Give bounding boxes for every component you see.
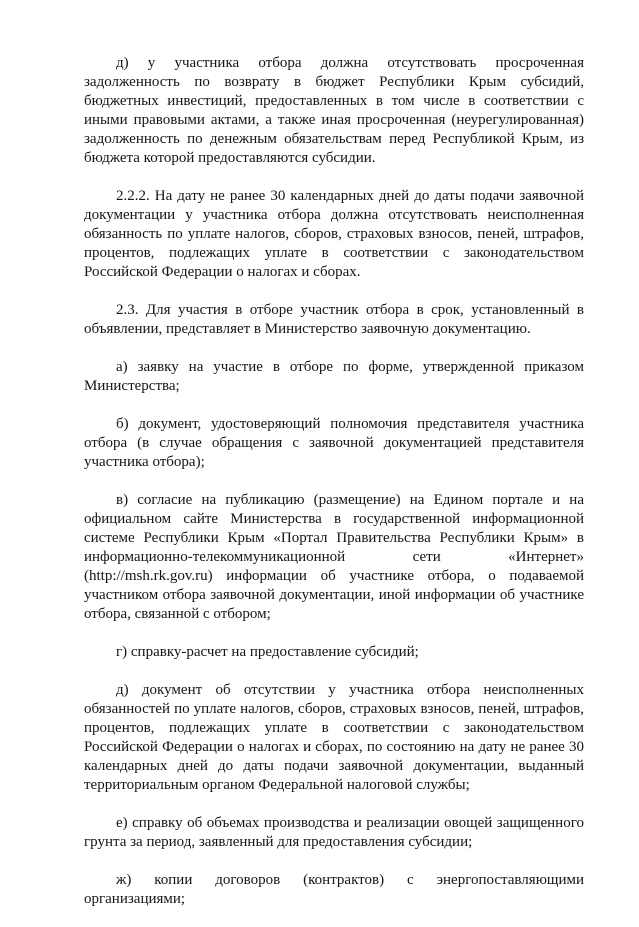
paragraph-2-2-2: 2.2.2. На дату не ранее 30 календарных дней до даты подачи заявочной документации у участника отбора должна отсутствовать неисполненная обязанность по уплате налогов, сборов, страховых взносов, пеней, штрафов, процентов, подлежащих уплате в соответствии с законодательством Российской Федерации о налогах и сборах.	[84, 188, 584, 280]
list-item-b: б) документ, удостоверяющий полномочия представителя участника отбора (в случае обращения с заявочной документацией представителя участника отбора);	[84, 416, 584, 470]
list-item-e: е) справку об объемах производства и реализации овощей защищенного грунта за период, заявленный для предоставления субсидии;	[84, 815, 584, 850]
document-body	[84, 54, 584, 927]
list-item-d: д) документ об отсутствии у участника отбора неисполненных обязанностей по уплате налогов, сборов, страховых взносов, пеней, штрафов, процентов, подлежащих уплате в соответствии с законодательством Российской Федерации о налогах и сборах, по состоянию на дату не ранее 30 календарных дней до даты подачи заявочной документации, выданный территориальным органом Федеральной налоговой службы;	[84, 682, 584, 793]
list-item-zh: ж) копии договоров (контрактов) с энергопоставляющими организациями;	[84, 872, 584, 907]
list-item-a: а) заявку на участие в отборе по форме, утвержденной приказом Министерства;	[84, 359, 584, 394]
paragraph-d-no-debt: д) у участника отбора должна отсутствовать просроченная задолженность по возврату в бюджет Республики Крым субсидий, бюджетных инвестиций, предоставленных в том числе в соответствии с иными правовыми актами, а также иная просроченная (неурегулированная) задолженность по денежным обязательствам перед Республикой Крым, из бюджета которой предоставляются субсидии.	[84, 55, 584, 166]
list-item-g: г) справку-расчет на предоставление субсидий;	[116, 644, 419, 660]
list-item-v: в) согласие на публикацию (размещение) на Едином портале и на официальном сайте Министерства в государственной информационной системе Республики Крым «Портал Правительства Республики Крым» в информационно-телекоммуникационной сети «Интернет» (http://msh.rk.gov.ru) информации об участнике отбора, о подаваемой участником отбора заявочной документации, иной информации об участнике отбора, связанной с отбором;	[84, 492, 584, 622]
paragraph-2-3: 2.3. Для участия в отборе участник отбора в срок, установленный в объявлении, представляет в Министерство заявочную документацию.	[84, 302, 584, 337]
